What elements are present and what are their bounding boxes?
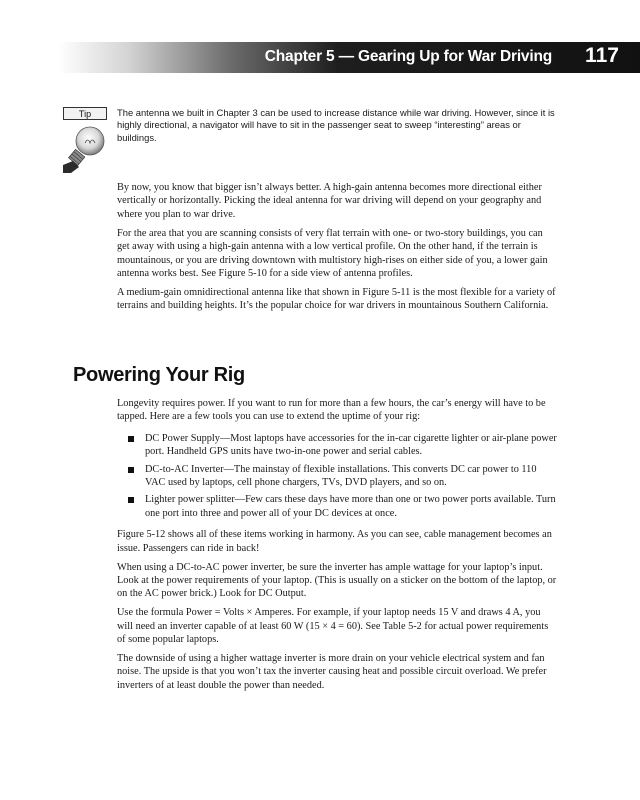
tip-text: The antenna we built in Chapter 3 can be used to increase distance while war driving. However, since it is highly directional, a navigator will have to sit in the passenger seat to sweep “interesting” areas or buildings. — [117, 107, 555, 143]
bullet-list — [117, 432, 557, 520]
list-item — [127, 432, 557, 459]
lightbulb-icon — [63, 121, 107, 173]
intro-section — [117, 181, 557, 318]
paragraph: The downside of using a higher wattage inverter is more drain on your vehicle electrical system and fan noise. The upside is that you won’t tax the inverter causing heat and possible circuit overload. We prefer inverters of at least double the power than needed. — [117, 653, 547, 691]
paragraph: When using a DC-to-AC power inverter, be sure the inverter has ample wattage for your laptop’s input. Look at the power requirements of your laptop. (This is usually on a sticker on the bottom of the laptop, or on the AC power brick.) Look for DC Output. — [117, 561, 557, 600]
paragraph: For the area that you are scanning consists of very flat terrain with one- or two-story buildings, you can get away with using a high-gain antenna with a low vertical profile. On the other hand, if the terrain is mountainous, or you are driving downtown with multistory high-rises on either side of you, a lower gain antenna works best. See Figure 5-10 for a side view of antenna profiles. — [117, 227, 548, 279]
tip-box — [63, 107, 107, 173]
section-heading: Powering Your Rig — [73, 364, 245, 386]
list-item-text: Lighter power splitter—Few cars these days have more than one or two power ports available. Turn one port into three and power all of your DC devices at once. — [145, 494, 556, 519]
list-item — [127, 463, 557, 490]
bullet-icon — [128, 467, 134, 473]
paragraph: By now, you know that bigger isn’t always better. A high-gain antenna becomes more directional either vertically or horizontally. Picking the ideal antenna for war driving will depend on your geography and where you plan to war drive. — [117, 182, 542, 220]
bullet-icon — [128, 497, 134, 503]
paragraph: Use the formula Power = Volts × Amperes. For example, if your laptop needs 15 V and draws 4 A, you will need an inverter capable of at least 60 W (15 × 4 = 60). See Table 5-2 for actual power requirements of some popular laptops. — [117, 607, 549, 646]
bullet-icon — [128, 436, 134, 442]
list-item — [127, 493, 557, 520]
page-number: 117 — [585, 44, 619, 67]
powering-section — [117, 397, 557, 698]
list-item-text: DC Power Supply—Most laptops have accessories for the in-car cigarette lighter or air-plane power port. Handheld GPS units have two-in-one power and serial cables. — [145, 432, 557, 458]
paragraph: Figure 5-12 shows all of these items working in harmony. As you can see, cable management becomes an issue. Passengers can ride in back! — [117, 529, 552, 554]
paragraph: A medium-gain omnidirectional antenna like that shown in Figure 5-11 is the most flexible for a variety of terrains and building heights. It’s the popular choice for war drivers in mountainous Southern California. — [117, 286, 556, 312]
list-item-text: DC-to-AC Inverter—The mainstay of flexible installations. This converts DC car power to 110 VAC used by laptops, cell phone chargers, TVs, DVD players, and so on. — [145, 463, 537, 489]
tip-label: Tip — [63, 107, 107, 120]
chapter-title: Chapter 5 — Gearing Up for War Driving — [264, 48, 552, 65]
paragraph: Longevity requires power. If you want to run for more than a few hours, the car’s energy will have to be tapped. Here are a few tools you can use to extend the uptime of your rig: — [117, 398, 546, 423]
